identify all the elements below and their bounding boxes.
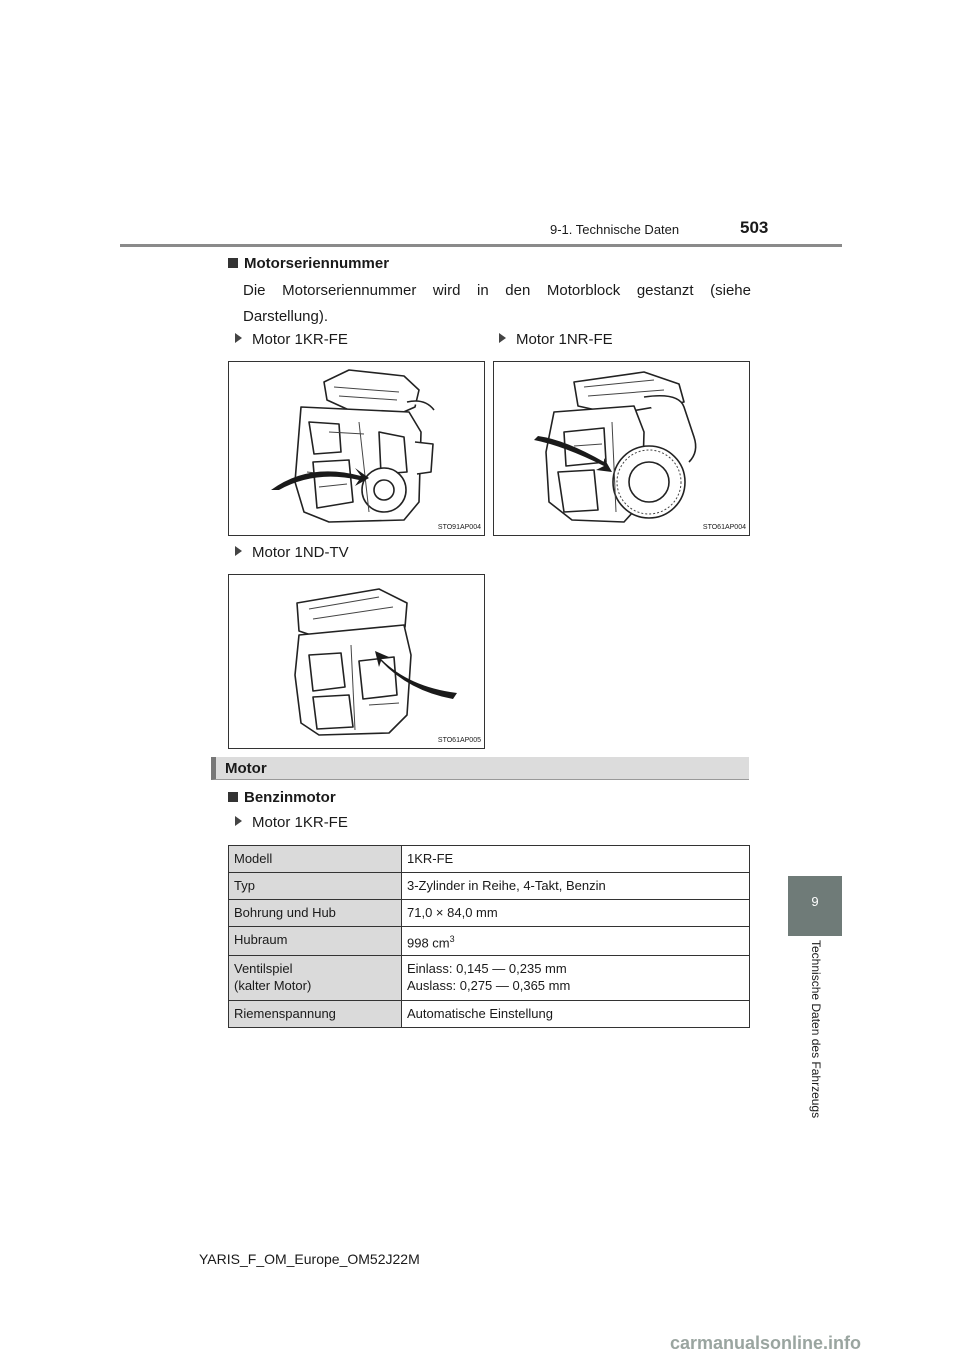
- spec-value: 71,0 × 84,0 mm: [402, 900, 750, 927]
- header-divider: [120, 244, 842, 247]
- spec-label: Hubraum: [229, 927, 402, 956]
- section-title: Motor: [225, 760, 267, 777]
- figure-caption-1kr: Motor 1KR-FE: [235, 331, 348, 348]
- arrow-bullet-icon: [235, 816, 242, 826]
- table-row: [229, 927, 750, 956]
- engine-1nd-illustration: [228, 574, 485, 749]
- engine-1nr-drawing: [494, 362, 750, 536]
- arrow-bullet-icon: [499, 333, 506, 343]
- spec-label: Bohrung und Hub: [229, 900, 402, 927]
- table-row: [229, 1001, 750, 1028]
- engine-spec-table: [228, 845, 750, 1028]
- watermark: carmanualsonline.info: [670, 1333, 862, 1353]
- arrow-bullet-icon: [235, 333, 242, 343]
- serial-description: Die Motorseriennummer wird in den Motorblock gestanzt (siehe Darstellung).: [243, 282, 751, 325]
- engine-1kr-illustration: [228, 361, 485, 536]
- spec-value: Automatische Einstellung: [402, 1001, 750, 1028]
- engine-1nd-drawing: [229, 575, 485, 749]
- spec-value: 998 $cm^3$: [402, 927, 750, 956]
- petrol-heading-text: Benzinmotor: [244, 789, 336, 806]
- spec-value: 3-Zylinder in Reihe, 4-Takt, Benzin: [402, 873, 750, 900]
- chapter-title-vertical: [806, 940, 826, 1145]
- figure-code: STO61AP005: [437, 737, 481, 744]
- spec-label: Typ: [229, 873, 402, 900]
- page-number: 503: [740, 218, 769, 237]
- square-bullet-icon: [228, 792, 238, 802]
- chapter-number: 9: [811, 894, 819, 909]
- petrol-heading: [228, 789, 336, 806]
- table-row: [229, 956, 750, 1001]
- figure-code: STO91AP004: [437, 524, 481, 531]
- table-row: [229, 873, 750, 900]
- engine-1nr-illustration: [493, 361, 750, 536]
- table-row: [229, 900, 750, 927]
- serial-heading-text: Motorseriennummer: [244, 255, 390, 272]
- engine-1kr-drawing: [229, 362, 485, 536]
- section-header-motor: [211, 757, 749, 780]
- unit-superscript: 3: [449, 934, 455, 944]
- figure-caption-1nr: Motor 1NR-FE: [499, 331, 613, 348]
- serial-heading: [228, 255, 389, 272]
- chapter-tab: [788, 876, 842, 936]
- figure-code: STO61AP004: [702, 524, 746, 531]
- arrow-bullet-icon: [235, 546, 242, 556]
- table-row: [229, 846, 750, 873]
- spec-label: Modell: [229, 846, 402, 873]
- document-footer: YARIS_F_OM_Europe_OM52J22M: [199, 1251, 420, 1267]
- spec-value: 1KR-FE: [402, 846, 750, 873]
- figure-caption-1nd: Motor 1ND-TV: [235, 544, 349, 561]
- chapter-title: Technische Daten des Fahrzeugs: [809, 940, 823, 1119]
- header-section-title: 9-1. Technische Daten: [550, 222, 680, 237]
- spec-label: Ventilspiel (kalter Motor): [229, 956, 402, 1001]
- spec-label: Riemenspannung: [229, 1001, 402, 1028]
- spec-value: Einlass: 0,145 — 0,235 mm Auslass: 0,275 — 0,365 mm: [402, 956, 750, 1001]
- square-bullet-icon: [228, 258, 238, 268]
- table-caption-1kr: Motor 1KR-FE: [235, 814, 348, 831]
